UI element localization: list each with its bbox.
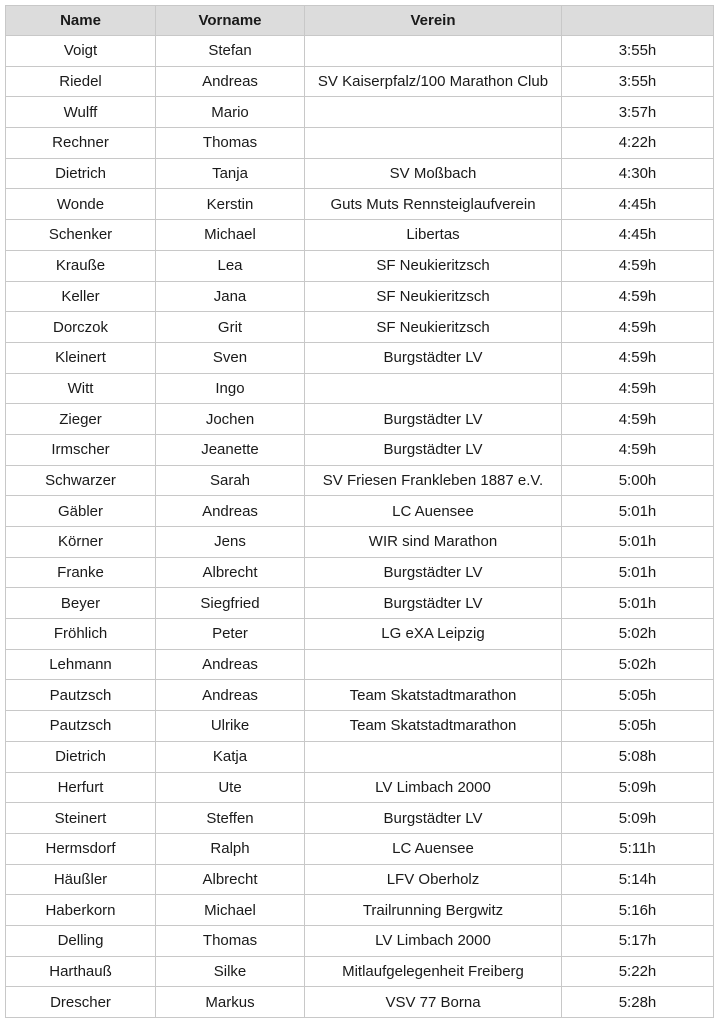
cell-name: Haberkorn [6, 895, 156, 926]
cell-verein: LFV Oberholz [305, 864, 562, 895]
column-header-time [562, 6, 714, 36]
cell-time: 5:22h [562, 956, 714, 987]
cell-vorname: Mario [156, 97, 305, 128]
cell-vorname: Ulrike [156, 711, 305, 742]
cell-time: 3:57h [562, 97, 714, 128]
cell-vorname: Jens [156, 527, 305, 558]
cell-verein: LV Limbach 2000 [305, 772, 562, 803]
cell-time: 5:09h [562, 772, 714, 803]
cell-time: 4:59h [562, 342, 714, 373]
cell-verein: Team Skatstadtmarathon [305, 680, 562, 711]
cell-time: 5:05h [562, 711, 714, 742]
cell-time: 4:22h [562, 128, 714, 159]
cell-name: Wonde [6, 189, 156, 220]
table-row [6, 956, 714, 987]
cell-verein: SV Moßbach [305, 158, 562, 189]
cell-time: 4:45h [562, 220, 714, 251]
cell-time: 5:17h [562, 925, 714, 956]
cell-vorname: Michael [156, 220, 305, 251]
cell-verein: SF Neukieritzsch [305, 281, 562, 312]
cell-name: Herfurt [6, 772, 156, 803]
cell-verein: Trailrunning Bergwitz [305, 895, 562, 926]
results-table [5, 5, 714, 1018]
cell-name: Harthauß [6, 956, 156, 987]
table-row [6, 803, 714, 834]
column-header-verein: Verein [305, 6, 562, 36]
cell-name: Franke [6, 557, 156, 588]
cell-name: Dietrich [6, 741, 156, 772]
cell-verein: SV Kaiserpfalz/100 Marathon Club [305, 66, 562, 97]
cell-verein [305, 36, 562, 67]
cell-verein: Burgstädter LV [305, 588, 562, 619]
cell-time: 4:59h [562, 250, 714, 281]
cell-verein: SF Neukieritzsch [305, 250, 562, 281]
cell-name: Pautzsch [6, 711, 156, 742]
table-row [6, 864, 714, 895]
cell-verein [305, 128, 562, 159]
table-row [6, 557, 714, 588]
cell-time: 4:59h [562, 434, 714, 465]
table-row [6, 250, 714, 281]
cell-vorname: Sarah [156, 465, 305, 496]
cell-time: 4:59h [562, 312, 714, 343]
cell-verein: LV Limbach 2000 [305, 925, 562, 956]
table-row [6, 220, 714, 251]
cell-time: 5:01h [562, 496, 714, 527]
cell-time: 5:14h [562, 864, 714, 895]
column-header-name: Name [6, 6, 156, 36]
table-row [6, 373, 714, 404]
table-row [6, 465, 714, 496]
cell-vorname: Ingo [156, 373, 305, 404]
cell-time: 5:02h [562, 649, 714, 680]
cell-verein: VSV 77 Borna [305, 987, 562, 1018]
cell-name: Steinert [6, 803, 156, 834]
cell-name: Dietrich [6, 158, 156, 189]
table-row [6, 987, 714, 1018]
cell-name: Lehmann [6, 649, 156, 680]
cell-name: Körner [6, 527, 156, 558]
cell-time: 5:16h [562, 895, 714, 926]
cell-name: Häußler [6, 864, 156, 895]
table-row [6, 434, 714, 465]
cell-verein: Libertas [305, 220, 562, 251]
table-row [6, 281, 714, 312]
cell-time: 4:45h [562, 189, 714, 220]
cell-vorname: Albrecht [156, 557, 305, 588]
cell-vorname: Michael [156, 895, 305, 926]
cell-time: 5:01h [562, 557, 714, 588]
cell-verein [305, 741, 562, 772]
cell-verein [305, 649, 562, 680]
cell-verein: Mitlaufgelegenheit Freiberg [305, 956, 562, 987]
cell-time: 4:30h [562, 158, 714, 189]
table-row [6, 189, 714, 220]
table-row [6, 833, 714, 864]
cell-verein: SF Neukieritzsch [305, 312, 562, 343]
cell-vorname: Ralph [156, 833, 305, 864]
cell-verein [305, 373, 562, 404]
cell-vorname: Kerstin [156, 189, 305, 220]
cell-verein: Burgstädter LV [305, 434, 562, 465]
table-header [6, 6, 714, 36]
cell-vorname: Silke [156, 956, 305, 987]
table-row [6, 527, 714, 558]
cell-time: 4:59h [562, 404, 714, 435]
cell-name: Hermsdorf [6, 833, 156, 864]
cell-time: 5:28h [562, 987, 714, 1018]
cell-vorname: Ute [156, 772, 305, 803]
cell-vorname: Andreas [156, 649, 305, 680]
cell-time: 5:02h [562, 619, 714, 650]
cell-vorname: Albrecht [156, 864, 305, 895]
table-row [6, 36, 714, 67]
cell-vorname: Thomas [156, 128, 305, 159]
cell-name: Drescher [6, 987, 156, 1018]
table-row [6, 158, 714, 189]
cell-time: 5:11h [562, 833, 714, 864]
cell-verein: Team Skatstadtmarathon [305, 711, 562, 742]
cell-verein: Burgstädter LV [305, 342, 562, 373]
cell-verein: Burgstädter LV [305, 557, 562, 588]
cell-vorname: Jana [156, 281, 305, 312]
table-row [6, 619, 714, 650]
cell-vorname: Andreas [156, 496, 305, 527]
table-row [6, 404, 714, 435]
cell-time: 4:59h [562, 281, 714, 312]
table-row [6, 588, 714, 619]
cell-time: 5:08h [562, 741, 714, 772]
cell-time: 3:55h [562, 66, 714, 97]
cell-vorname: Tanja [156, 158, 305, 189]
table-row [6, 66, 714, 97]
cell-verein: LC Auensee [305, 833, 562, 864]
cell-name: Krauße [6, 250, 156, 281]
cell-verein: LC Auensee [305, 496, 562, 527]
table-row [6, 649, 714, 680]
column-header-vorname: Vorname [156, 6, 305, 36]
table-row [6, 312, 714, 343]
table-row [6, 97, 714, 128]
cell-vorname: Peter [156, 619, 305, 650]
cell-name: Voigt [6, 36, 156, 67]
table-row [6, 741, 714, 772]
cell-vorname: Steffen [156, 803, 305, 834]
cell-vorname: Andreas [156, 66, 305, 97]
cell-vorname: Thomas [156, 925, 305, 956]
cell-name: Pautzsch [6, 680, 156, 711]
table-row [6, 895, 714, 926]
table-row [6, 128, 714, 159]
cell-time: 5:05h [562, 680, 714, 711]
cell-vorname: Jochen [156, 404, 305, 435]
cell-vorname: Katja [156, 741, 305, 772]
cell-name: Wulff [6, 97, 156, 128]
cell-time: 3:55h [562, 36, 714, 67]
cell-name: Keller [6, 281, 156, 312]
table-row [6, 925, 714, 956]
cell-name: Delling [6, 925, 156, 956]
cell-vorname: Lea [156, 250, 305, 281]
cell-name: Dorczok [6, 312, 156, 343]
cell-name: Witt [6, 373, 156, 404]
cell-vorname: Grit [156, 312, 305, 343]
table-row [6, 772, 714, 803]
cell-name: Riedel [6, 66, 156, 97]
cell-verein: SV Friesen Frankleben 1887 e.V. [305, 465, 562, 496]
cell-name: Schwarzer [6, 465, 156, 496]
cell-time: 5:09h [562, 803, 714, 834]
cell-name: Gäbler [6, 496, 156, 527]
cell-vorname: Jeanette [156, 434, 305, 465]
cell-verein: LG eXA Leipzig [305, 619, 562, 650]
cell-vorname: Sven [156, 342, 305, 373]
cell-vorname: Markus [156, 987, 305, 1018]
cell-name: Zieger [6, 404, 156, 435]
cell-name: Rechner [6, 128, 156, 159]
cell-vorname: Andreas [156, 680, 305, 711]
table-body [6, 36, 714, 1018]
cell-name: Beyer [6, 588, 156, 619]
cell-time: 5:01h [562, 527, 714, 558]
table-row [6, 496, 714, 527]
cell-vorname: Stefan [156, 36, 305, 67]
table-row [6, 680, 714, 711]
cell-vorname: Siegfried [156, 588, 305, 619]
header-row [6, 6, 714, 36]
table-row [6, 711, 714, 742]
table-row [6, 342, 714, 373]
cell-verein: Guts Muts Rennsteiglaufverein [305, 189, 562, 220]
cell-name: Schenker [6, 220, 156, 251]
cell-name: Fröhlich [6, 619, 156, 650]
cell-verein: Burgstädter LV [305, 803, 562, 834]
cell-time: 5:00h [562, 465, 714, 496]
cell-name: Irmscher [6, 434, 156, 465]
cell-verein [305, 97, 562, 128]
cell-verein: WIR sind Marathon [305, 527, 562, 558]
cell-verein: Burgstädter LV [305, 404, 562, 435]
cell-name: Kleinert [6, 342, 156, 373]
cell-time: 4:59h [562, 373, 714, 404]
cell-time: 5:01h [562, 588, 714, 619]
